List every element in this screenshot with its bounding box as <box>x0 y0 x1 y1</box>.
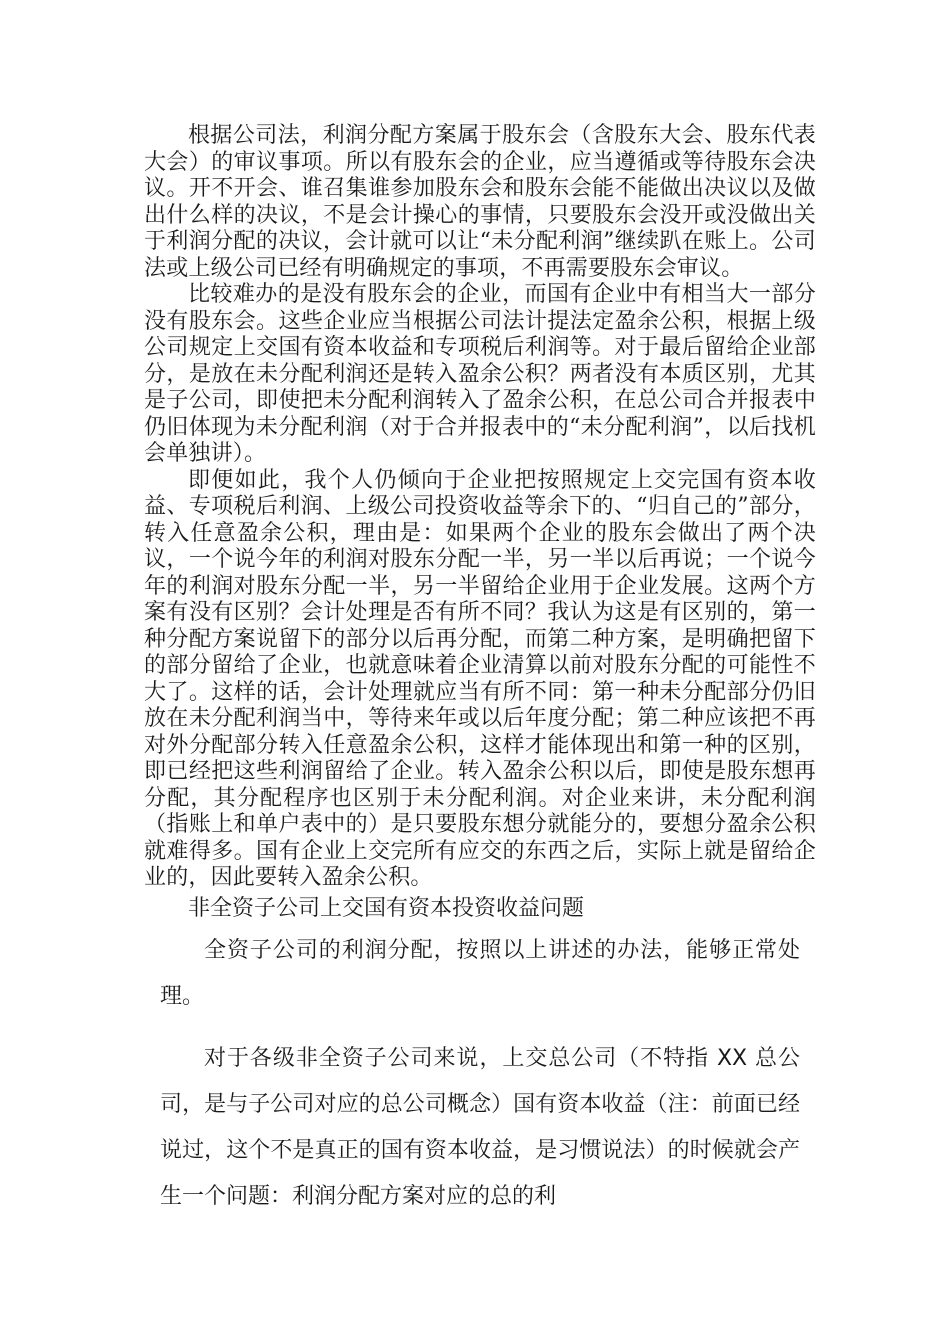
body-text-sans <box>160 928 800 1236</box>
paragraph-3: 即便如此，我个人仍倾向于企业把按照规定上交完国有资本收益、专项税后利润、上级公司投资收益等余下的、“归自己的”部分，转入任意盈余公积，理由是：如果两个企业的股东会做出了两个决议，一个说今年的利润对股东分配一半，另一半以后再说；一个说今年的利润对股东分配一半，另一半留给企业用于企业发展。这两个方案有没有区别？会计处理是否有所不同？我认为这是有区别的，第一种分配方案说留下的部分以后再分配，而第二种方案，是明确把留下的部分留给了企业，也就意味着企业清算以前对股东分配的可能性不大了。这样的话，会计处理就应当有所不同：第一种未分配部分仍旧放在未分配利润当中，等待来年或以后年度分配；第二种应该把不再对外分配部分转入任意盈余公积，这样才能体现出和第一种的区别，即已经把这些利润留给了企业。转入盈余公积以后，即使是股东想再分配，其分配程序也区别于未分配利润。对企业来讲，未分配利润（指账上和单户表中的）是只要股东想分就能分的，要想分盈余公积就难得多。国有企业上交完所有应交的东西之后，实际上就是留给企业的，因此要转入盈余公积。 <box>144 467 816 890</box>
section-paragraph-1: 全资子公司的利润分配，按照以上讲述的办法，能够正常处理。 <box>160 938 800 1009</box>
paragraph-2: 比较难办的是没有股东会的企业，而国有企业中有相当大一部分没有股东会。这些企业应当根据公司法计提法定盈余公积，根据上级公司规定上交国有资本收益和专项税后利润等。对于最后留给企业部分，是放在未分配利润还是转入盈余公积？两者没有本质区别，尤其是子公司，即使把未分配利润转入了盈余公积，在总公司合并报表中仍旧体现为未分配利润（对于合并报表中的“未分配利润”，以后找机会单独讲）。 <box>144 282 816 466</box>
section-paragraph-2: 对于各级非全资子公司来说，上交总公司（不特指 XX 总公司，是与子公司对应的总公司概念）国有资本收益（注：前面已经说过，这个不是真正的国有资本收益，是习惯说法）的时候就会产生一个问题：利润分配方案对应的总的利 <box>160 1046 800 1209</box>
section-heading: 非全资子公司上交国有资本投资收益问题 <box>188 896 585 921</box>
paragraph-1: 根据公司法，利润分配方案属于股东会（含股东大会、股东代表大会）的审议事项。所以有股东会的企业，应当遵循或等待股东会决议。开不开会、谁召集谁参加股东会和股东会能不能做出决议以及做出什么样的决议，不是会计操心的事情，只要股东会没开或没做出关于利润分配的决议，会计就可以让“未分配利润”继续趴在账上。公司法或上级公司已经有明确规定的事项，不再需要股东会审议。 <box>144 123 816 281</box>
body-text-serif <box>144 123 816 892</box>
